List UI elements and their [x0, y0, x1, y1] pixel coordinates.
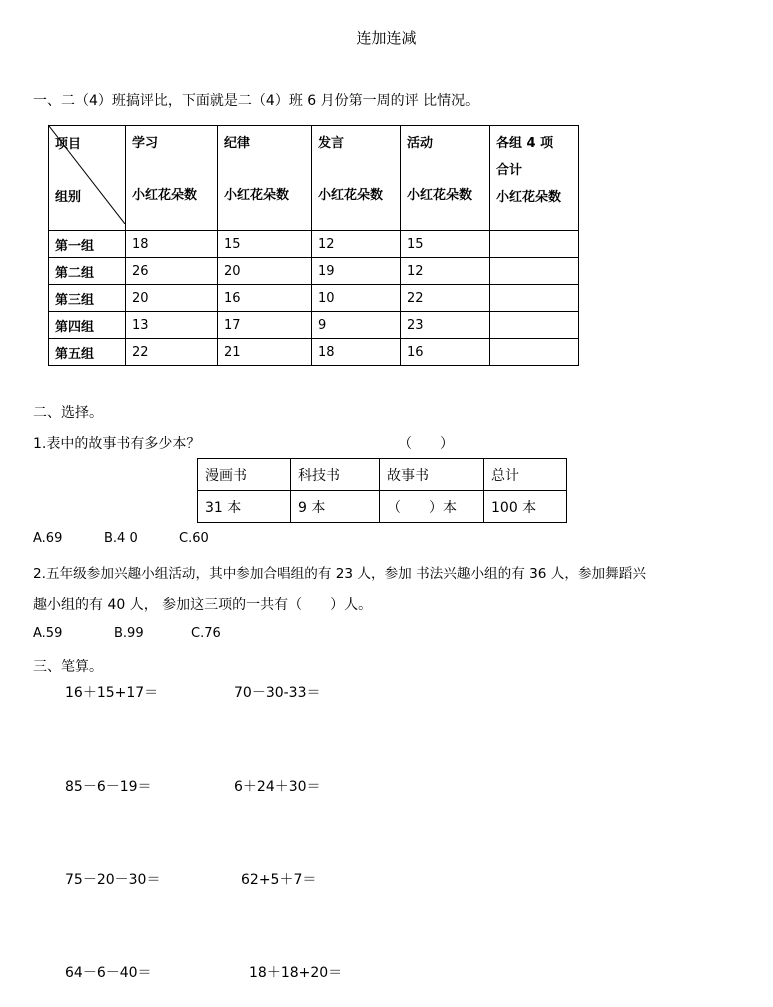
table-row: 第二组 26 20 19 12 — [49, 258, 579, 285]
flower-table — [48, 125, 579, 366]
q1-text: 1.表中的故事书有多少本？ — [33, 436, 201, 452]
col-header-discipline: 纪律 小红花朵数 — [218, 126, 312, 231]
q1-option-a: A.69 — [33, 531, 63, 546]
q1-option-c: C.60 — [179, 531, 209, 546]
answer-cell[interactable] — [490, 258, 579, 285]
problem-1a: 16＋15+17＝ — [65, 685, 159, 701]
section1-heading: 一、二（4）班搞评比，下面就是二（4）班 6 月份第一周的评 比情况。 — [33, 93, 480, 109]
q1-option-b: B.4 0 — [104, 531, 138, 546]
answer-cell[interactable] — [490, 285, 579, 312]
problem-3a: 75－20－30＝ — [65, 872, 161, 888]
problem-4a: 64－6－40＝ — [65, 965, 152, 981]
col-header-study: 学习 小红花朵数 — [126, 126, 218, 231]
col-header-speaking: 发言 小红花朵数 — [312, 126, 401, 231]
q2-text-line1: 2.五年级参加兴趣小组活动，其中参加合唱组的有 23 人，参加 书法兴趣小组的有 36 人，参加舞蹈兴 — [33, 566, 646, 582]
answer-cell[interactable] — [490, 312, 579, 339]
table-row: 漫画书 科技书 故事书 总计 — [198, 459, 567, 491]
problem-4b: 18＋18+20＝ — [249, 965, 343, 981]
corner-top-label: 项目 — [55, 137, 82, 152]
problem-3b: 62+5＋7＝ — [241, 872, 317, 888]
col-header-activity: 活动 小红花朵数 — [401, 126, 490, 231]
q2-option-b: B.99 — [114, 626, 144, 641]
q2-option-a: A.59 — [33, 626, 63, 641]
section2-heading: 二、选择。 — [33, 405, 103, 421]
table-row: 第五组 22 21 18 16 — [49, 339, 579, 366]
flower-table-header-row — [49, 126, 579, 231]
col-header-total: 各组 4 项 合计 小红花朵数 — [490, 126, 579, 231]
problem-2b: 6＋24＋30＝ — [234, 779, 321, 795]
corner-bottom-label: 组别 — [55, 190, 82, 205]
q2-text-line2: 趣小组的有 40 人， 参加这三项的一共有（ ）人。 — [33, 597, 373, 613]
answer-cell[interactable] — [490, 231, 579, 258]
table-row: 31 本 9 本 （ ）本 100 本 — [198, 491, 567, 523]
corner-cell — [49, 126, 126, 231]
table-row: 第四组 13 17 9 23 — [49, 312, 579, 339]
problem-1b: 70－30-33＝ — [234, 685, 321, 701]
table-row: 第三组 20 16 10 22 — [49, 285, 579, 312]
q2-option-c: C.76 — [191, 626, 221, 641]
section3-heading: 三、笔算。 — [33, 659, 103, 675]
book-table — [197, 458, 567, 523]
story-book-blank[interactable]: （ ）本 — [380, 491, 484, 523]
problem-2a: 85－6－19＝ — [65, 779, 152, 795]
answer-cell[interactable] — [490, 339, 579, 366]
table-row: 第一组 18 15 12 15 — [49, 231, 579, 258]
q1-answer-blank[interactable]: （ ） — [398, 436, 454, 452]
page-title: 连加连减 — [356, 29, 417, 47]
